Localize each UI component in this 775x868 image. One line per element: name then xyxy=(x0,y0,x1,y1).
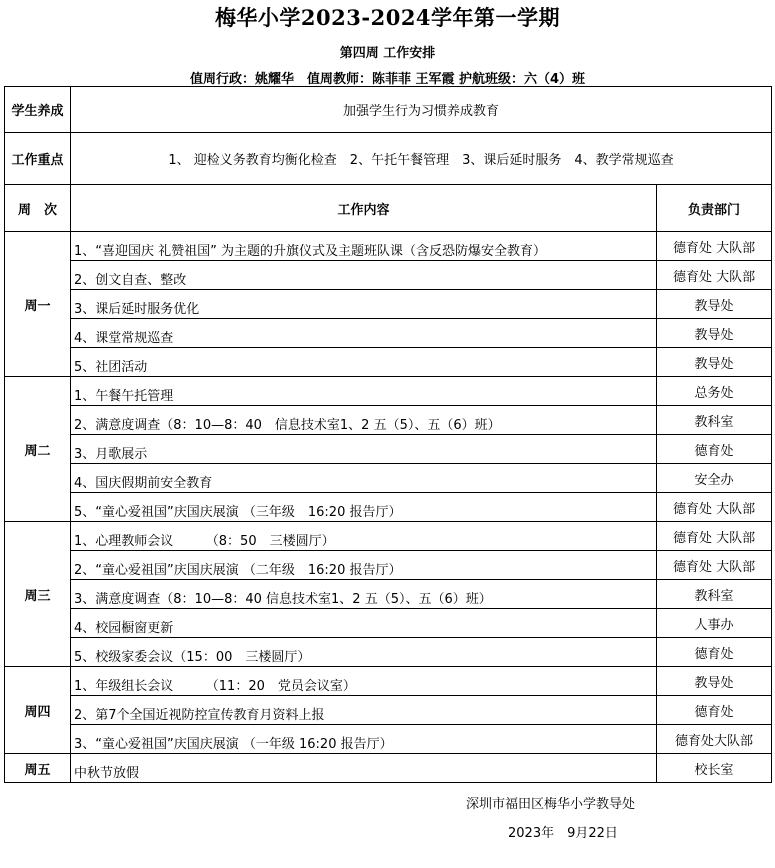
schedule-row xyxy=(5,580,772,609)
task-content: 3、“童心爱祖国”庆国庆展演 （一年级 16:20 报告厅） xyxy=(71,725,657,754)
schedule-row xyxy=(5,406,772,435)
focus-row xyxy=(5,133,772,185)
task-content: 3、课后延时服务优化 xyxy=(71,290,657,319)
task-dept: 人事办 xyxy=(657,609,772,638)
task-content: 1、心理教师会议 （8：50 三楼圆厅） xyxy=(71,522,657,551)
task-content: 2、满意度调查（8：10—8：40 信息技术室1、2 五（5）、五（6）班） xyxy=(71,406,657,435)
schedule-row xyxy=(5,377,772,406)
header-day: 周 次 xyxy=(5,185,71,232)
cultivation-text: 加强学生行为习惯养成教育 xyxy=(71,87,772,133)
task-dept: 教导处 xyxy=(657,348,772,377)
task-dept: 教导处 xyxy=(657,290,772,319)
task-dept: 教科室 xyxy=(657,406,772,435)
task-content: 1、“喜迎国庆 礼赞祖国” 为主题的升旗仪式及主题班队课（含反恐防爆安全教育） xyxy=(71,232,657,261)
task-dept: 安全办 xyxy=(657,464,772,493)
schedule-row xyxy=(5,348,772,377)
task-dept: 德育处 大队部 xyxy=(657,261,772,290)
task-dept: 德育处 大队部 xyxy=(657,522,772,551)
schedule-row xyxy=(5,725,772,754)
day-label: 周三 xyxy=(5,522,71,667)
task-dept: 德育处 大队部 xyxy=(657,232,772,261)
header-dept: 负责部门 xyxy=(657,185,772,232)
task-dept: 德育处 大队部 xyxy=(657,493,772,522)
schedule-row xyxy=(5,696,772,725)
schedule-row xyxy=(5,754,772,783)
schedule-row xyxy=(5,464,772,493)
schedule-row xyxy=(5,638,772,667)
task-dept: 德育处 大队部 xyxy=(657,551,772,580)
task-dept: 校长室 xyxy=(657,754,772,783)
schedule-row xyxy=(5,261,772,290)
schedule-row xyxy=(5,493,772,522)
schedule-table xyxy=(4,86,772,783)
task-dept: 教导处 xyxy=(657,667,772,696)
task-content: 5、社团活动 xyxy=(71,348,657,377)
cultivation-row xyxy=(5,87,772,133)
day-label: 周四 xyxy=(5,667,71,754)
day-label: 周二 xyxy=(5,377,71,522)
schedule-row xyxy=(5,551,772,580)
task-content: 4、校园橱窗更新 xyxy=(71,609,657,638)
focus-label: 工作重点 xyxy=(5,133,71,185)
task-content: 2、“童心爱祖国”庆国庆展演 （二年级 16:20 报告厅） xyxy=(71,551,657,580)
schedule-body xyxy=(5,87,772,783)
task-dept: 德育处大队部 xyxy=(657,725,772,754)
schedule-row xyxy=(5,319,772,348)
task-content: 3、满意度调查（8：10—8：40 信息技术室1、2 五（5）、五（6）班） xyxy=(71,580,657,609)
task-content: 5、校级家委会议（15：00 三楼圆厅） xyxy=(71,638,657,667)
header-content: 工作内容 xyxy=(71,185,657,232)
task-content: 5、“童心爱祖国”庆国庆展演 （三年级 16:20 报告厅） xyxy=(71,493,657,522)
task-dept: 教科室 xyxy=(657,580,772,609)
duty-line: 值周行政：姚耀华 值周教师：陈菲菲 王军霞 护航班级：六（4）班 xyxy=(189,72,586,87)
week-title: 第四周 工作安排 xyxy=(339,46,436,61)
day-label: 周五 xyxy=(5,754,71,783)
task-content: 4、国庆假期前安全教育 xyxy=(71,464,657,493)
schedule-row xyxy=(5,435,772,464)
focus-text: 1、 迎检义务教育均衡化检查 2、午托午餐管理 3、课后延时服务 4、教学常规巡查 xyxy=(71,133,772,185)
day-label: 周一 xyxy=(5,232,71,377)
cultivation-label: 学生养成 xyxy=(5,87,71,133)
task-dept: 德育处 xyxy=(657,435,772,464)
schedule-row xyxy=(5,667,772,696)
footer-issuer: 深圳市福田区梅华小学教导处 xyxy=(466,797,636,812)
task-content: 1、年级组长会议 （11：20 党员会议室） xyxy=(71,667,657,696)
schedule-row xyxy=(5,609,772,638)
schedule-row xyxy=(5,232,772,261)
task-dept: 德育处 xyxy=(657,638,772,667)
task-content: 4、课堂常规巡查 xyxy=(71,319,657,348)
page-title: 梅华小学2023-2024学年第一学期 xyxy=(214,5,561,30)
task-content: 2、第7个全国近视防控宣传教育月资料上报 xyxy=(71,696,657,725)
task-content: 1、午餐午托管理 xyxy=(71,377,657,406)
task-content: 3、月歌展示 xyxy=(71,435,657,464)
schedule-row xyxy=(5,522,772,551)
footer-date: 2023年 9月22日 xyxy=(508,826,618,841)
header-row xyxy=(5,185,772,232)
task-dept: 总务处 xyxy=(657,377,772,406)
schedule-row xyxy=(5,290,772,319)
task-content: 中秋节放假 xyxy=(71,754,657,783)
task-dept: 教导处 xyxy=(657,319,772,348)
task-dept: 德育处 xyxy=(657,696,772,725)
task-content: 2、创文自查、整改 xyxy=(71,261,657,290)
